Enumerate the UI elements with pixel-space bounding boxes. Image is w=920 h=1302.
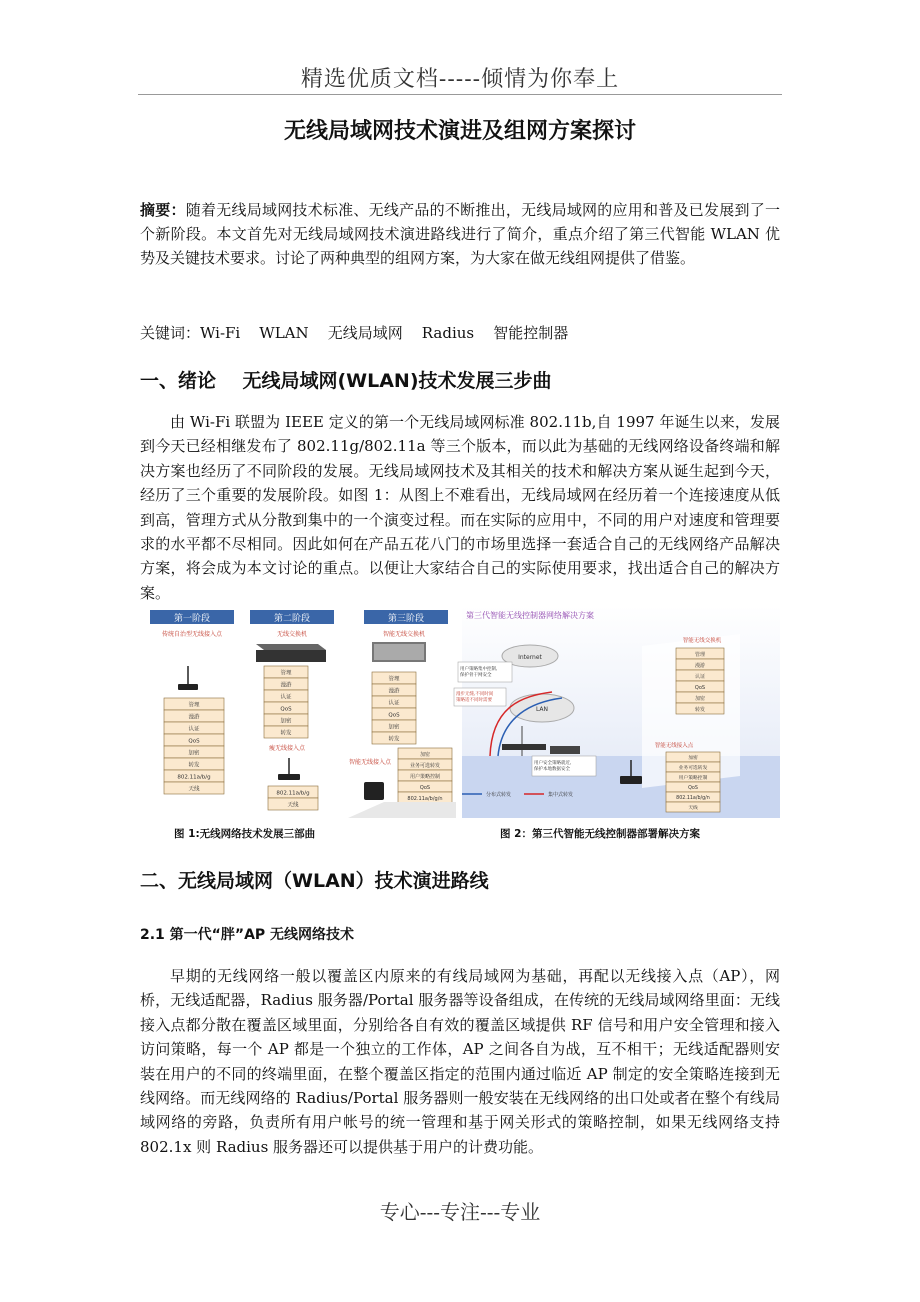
stack-layer-label: 用户策略控制	[678, 776, 708, 782]
figure2-caption: 图 2：第三代智能无线控制器部署解决方案	[500, 828, 700, 840]
stack-layer-label: 漫游	[694, 662, 706, 669]
stack-layer-label: 认证	[188, 726, 200, 733]
stack-2-low	[268, 786, 318, 810]
note-3	[532, 756, 596, 776]
smart-switch-label: 智能无线交换机	[682, 638, 722, 644]
smart-switch-icon	[372, 642, 426, 662]
right-stack-top	[676, 648, 724, 714]
svg-text:用户策略集中控制,保护骨干网安全: 用户策略集中控制,保护骨干网安全	[460, 667, 498, 678]
stack-layer-label: QoS	[280, 706, 292, 713]
thin-ap-label: 瘦无线接入点	[268, 745, 306, 752]
stack-layer-label: 管理	[388, 676, 400, 683]
switch-icon	[256, 644, 326, 662]
stack-layer-label: 802.11a/b/g/n	[407, 795, 443, 802]
svg-text:漫步无缝,不同时间策略适不同时需要: 漫步无缝,不同时间策略适不同时需要	[456, 692, 494, 703]
document-title: 无线局域网技术演进及组网方案探讨	[283, 119, 636, 144]
lan-cloud	[510, 694, 574, 722]
legend-central: 集中式转发	[548, 792, 574, 798]
stage-2-subtitle: 无线交换机	[276, 631, 308, 638]
stage-1-subtitle: 传统自治型无线接入点	[161, 631, 223, 638]
stack-layer-label: 天线	[188, 786, 200, 793]
note-2	[454, 688, 506, 706]
stack-layer-label: 转发	[188, 762, 200, 769]
stack-layer-label: QoS	[419, 784, 431, 791]
smart-ap-label: 智能无线接入点	[348, 759, 392, 766]
section2-heading: 二、无线局域网（WLAN）技术演进路线	[140, 870, 489, 892]
stage-1-label: 第一阶段	[173, 614, 211, 624]
legend-distributed: 分布式转发	[486, 792, 512, 798]
stack-layer-label: 天线	[688, 806, 698, 812]
stack-layer-label: 漫游	[388, 688, 400, 695]
stack-layer-label: QoS	[694, 684, 706, 691]
stack-layer-label: 认证	[388, 700, 400, 707]
right-stack-bottom	[666, 752, 720, 812]
stack-3	[372, 672, 416, 744]
stack-layer-label: QoS	[688, 786, 698, 792]
stack-layer-label: 加密	[688, 756, 698, 762]
stack-layer-label: 漫游	[188, 714, 200, 721]
section2-paragraph: 早期的无线网络一般以覆盖区内原来的有线局域网为基础，再配以无线接入点（AP），网桥，无线适配器，Radius 服务器/Portal 服务器等设备组成，在传统的无线局域网络里面：无线接入点都分散在覆盖区域里面，分别给各自有效的覆盖区域提供 RF 信号和用户安全管理和接入访问策略，每一个 AP 都是一个独立的工作体，AP 之间各自为战，互不相干；无线适配器则安装在用户的不同的终端里面，在整个覆盖区指定的范围内通过临近 AP 制定的安全策略连接到无线网络。而无线网络的 Radius/Portal 服务器则一般安装在无线网络的出口处或者在整个有线局域网络的旁路，负责所有用户帐号的统一管理和基于网关形式的策略控制，如果无线网络支持 802.1x 则 Radius 服务器还可以提供基于用户的计费功能。	[140, 967, 780, 1156]
stack-layer-label: 认证	[280, 694, 292, 701]
lan-label: LAN	[535, 706, 549, 713]
abstract	[140, 198, 780, 270]
figure2-diagram	[456, 606, 780, 818]
abstract-text: 随着无线局域网技术标准、无线产品的不断推出，无线局域网的应用和普及已发展到了一个新阶段。本文首先对无线局域网技术演进路线进行了简介，重点介绍了第三代智能 WLAN 优势及关键技术要求。讨论了两种典型的组网方案，为大家在做无线组网提供了借鉴。	[140, 201, 780, 267]
stack-layer-label: 业务可选转发	[678, 766, 708, 772]
stack-1	[164, 698, 224, 794]
stack-layer-label: 认证	[694, 673, 706, 680]
page-footer: 专心---专注---专业	[379, 1200, 541, 1224]
stage-tabs	[150, 610, 448, 638]
stack-layer-label: 业务可选转发	[409, 762, 441, 769]
abstract-label: 摘要：	[140, 201, 186, 219]
keywords: 关键词：Wi-Fi WLAN 无线局域网 Radius 智能控制器	[140, 324, 569, 342]
section1-paragraph: 由 Wi-Fi 联盟为 IEEE 定义的第一个无线局域网标准 802.11b,自 1997 年诞生以来，发展到今天已经相继发布了 802.11g/802.11a 等三个版本，而以此为基础的无线网络设备终端和解决方案也经历了不同阶段的发展。无线局域网技术及其相关的技术和解决方案从诞生起到今天，经历了三个重要的发展阶段。如图 1：从图上不难看出，无线局域网在经历着一个连接速度从低到高，管理方式从分散到集中的一个演变过程。而在实际的应用中，不同的用户对速度和管理要求的水平都不尽相同。因此如何在产品五花八门的市场里选择一套适合自己的无线网络产品解决方案，将会成为本文讨论的重点。以便让大家结合自己的实际使用要求，找出适合自己的解决方案。	[140, 413, 780, 602]
stack-layer-label: 802.11a/b/g	[177, 774, 211, 781]
stack-layer-label: 转发	[280, 730, 292, 737]
stack-2	[264, 666, 308, 738]
stack-layer-label: QoS	[188, 738, 200, 745]
ap-router-icon	[550, 746, 580, 754]
stage-2-label: 第二阶段	[273, 614, 311, 624]
note-1	[458, 662, 512, 682]
stack-layer-label: 转发	[388, 736, 400, 743]
svg-text:用户安全策略就近,保护本地数据安全: 用户安全策略就近,保护本地数据安全	[534, 761, 572, 772]
stack-layer-label: 转发	[694, 706, 706, 713]
internet-label: Internet	[518, 654, 542, 661]
stage-3-subtitle: 智能无线交换机	[382, 631, 426, 638]
stack-layer-label: 802.11a/b/g	[276, 790, 310, 797]
section2-1-heading: 2.1 第一代“胖”AP 无线网络技术	[140, 927, 355, 943]
stack-layer-label: 管理	[188, 702, 200, 709]
figure1-caption: 图 1:无线网络技术发展三部曲	[174, 828, 316, 840]
stage-3-label: 第三阶段	[387, 614, 425, 624]
stack-layer-label: 加密	[388, 724, 400, 731]
stack-layer-label: 加密	[280, 718, 292, 725]
page-header: 精选优质文档-----倾情为你奉上	[300, 67, 620, 92]
smart-ap-icon	[364, 782, 384, 800]
stack-layer-label: 管理	[694, 651, 706, 658]
smart-ap-label: 智能无线接入点	[654, 743, 694, 749]
stack-layer-label: 802.11a/b/g/n	[676, 796, 710, 802]
figure1-diagram	[142, 606, 456, 818]
stack-layer-label: 漫游	[280, 682, 292, 689]
section1-heading: 一、绪论 无线局域网(WLAN)技术发展三步曲	[140, 370, 552, 392]
header-divider	[138, 94, 782, 95]
stack-layer-label: 加密	[188, 750, 200, 757]
stack-layer-label: 用户策略控制	[409, 773, 441, 780]
stack-layer-label: 管理	[280, 670, 292, 677]
figure2-title: 第三代智能无线控制器网络解决方案	[466, 611, 594, 620]
switch-icon	[502, 744, 546, 750]
stack-layer-label: 加密	[419, 751, 431, 758]
stack-layer-label: 天线	[287, 802, 299, 809]
stack-layer-label: QoS	[388, 712, 400, 719]
stack-layer-label: 加密	[694, 695, 706, 702]
